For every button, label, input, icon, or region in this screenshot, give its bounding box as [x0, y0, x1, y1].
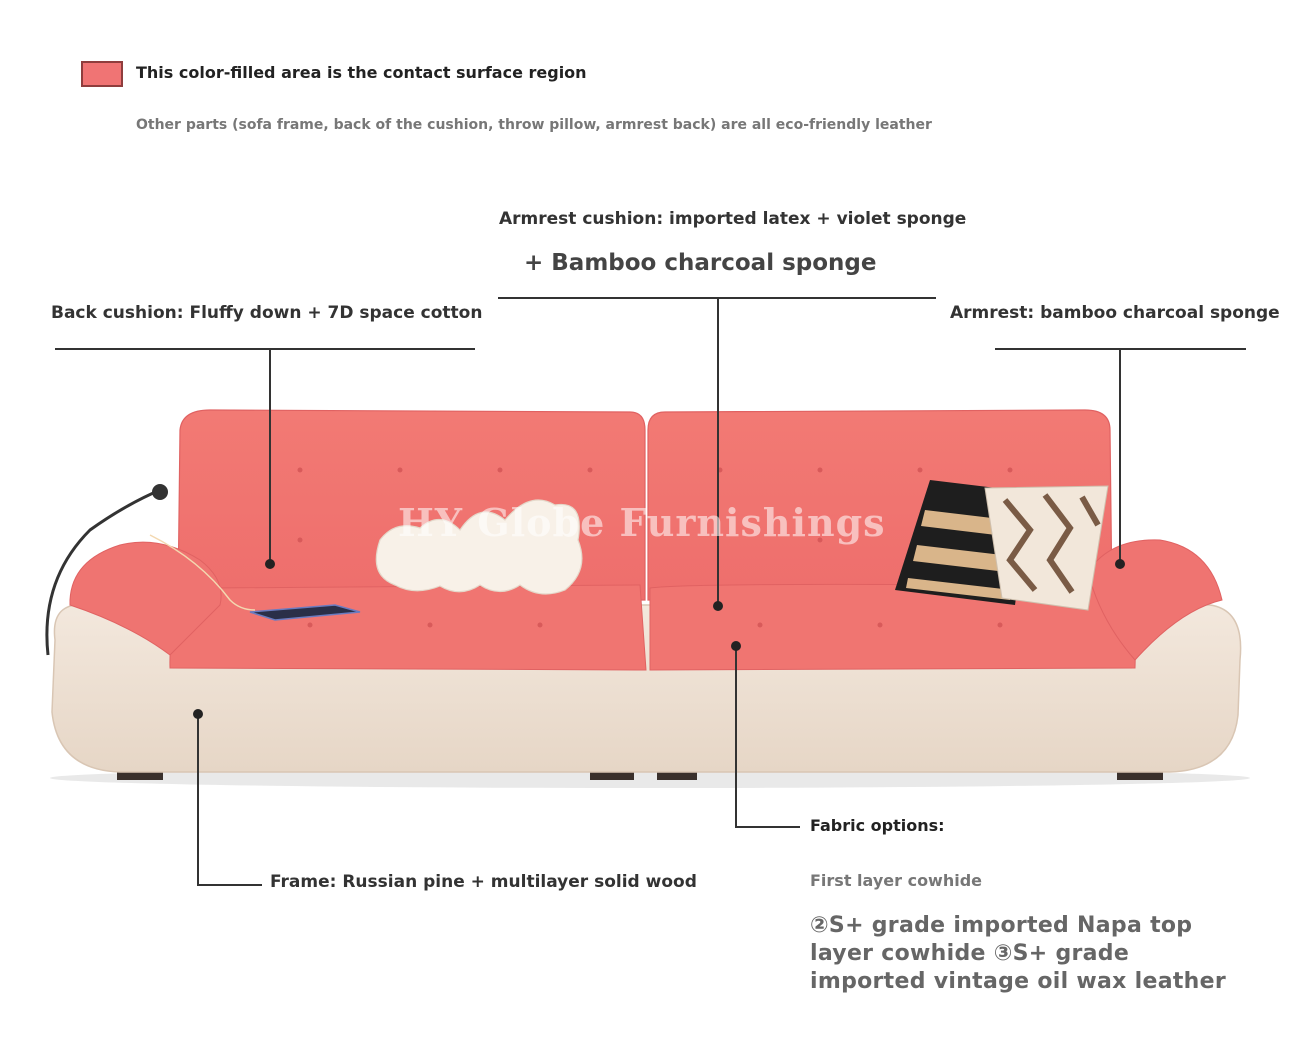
throw-pillow-geometric: [985, 486, 1108, 610]
label-armrest-cushion-extra: + Bamboo charcoal sponge: [524, 250, 877, 276]
legend-title: This color-filled area is the contact surface region: [136, 63, 587, 82]
seat-cushion-left: [170, 585, 646, 670]
reading-lamp-head: [152, 484, 168, 500]
label-fabric-option-1: First layer cowhide: [810, 871, 983, 890]
label-fabric-option-2-3: ②S+ grade imported Napa top layer cowhide ③S+ grade imported vintage oil wax leather: [810, 913, 1226, 994]
watermark: HY Globe Furnishings: [398, 500, 886, 545]
legend-note: Other parts (sofa frame, back of the cushion, throw pillow, armrest back) are all eco-friendly leather: [136, 117, 932, 133]
label-armrest: Armrest: bamboo charcoal sponge: [950, 303, 1280, 323]
label-back-cushion: Back cushion: Fluffy down + 7D space cotton: [51, 303, 483, 323]
label-fabric-options: Fabric options:: [810, 816, 945, 835]
label-armrest-cushion: Armrest cushion: imported latex + violet sponge: [499, 209, 967, 229]
label-frame: Frame: Russian pine + multilayer solid wood: [270, 872, 697, 892]
